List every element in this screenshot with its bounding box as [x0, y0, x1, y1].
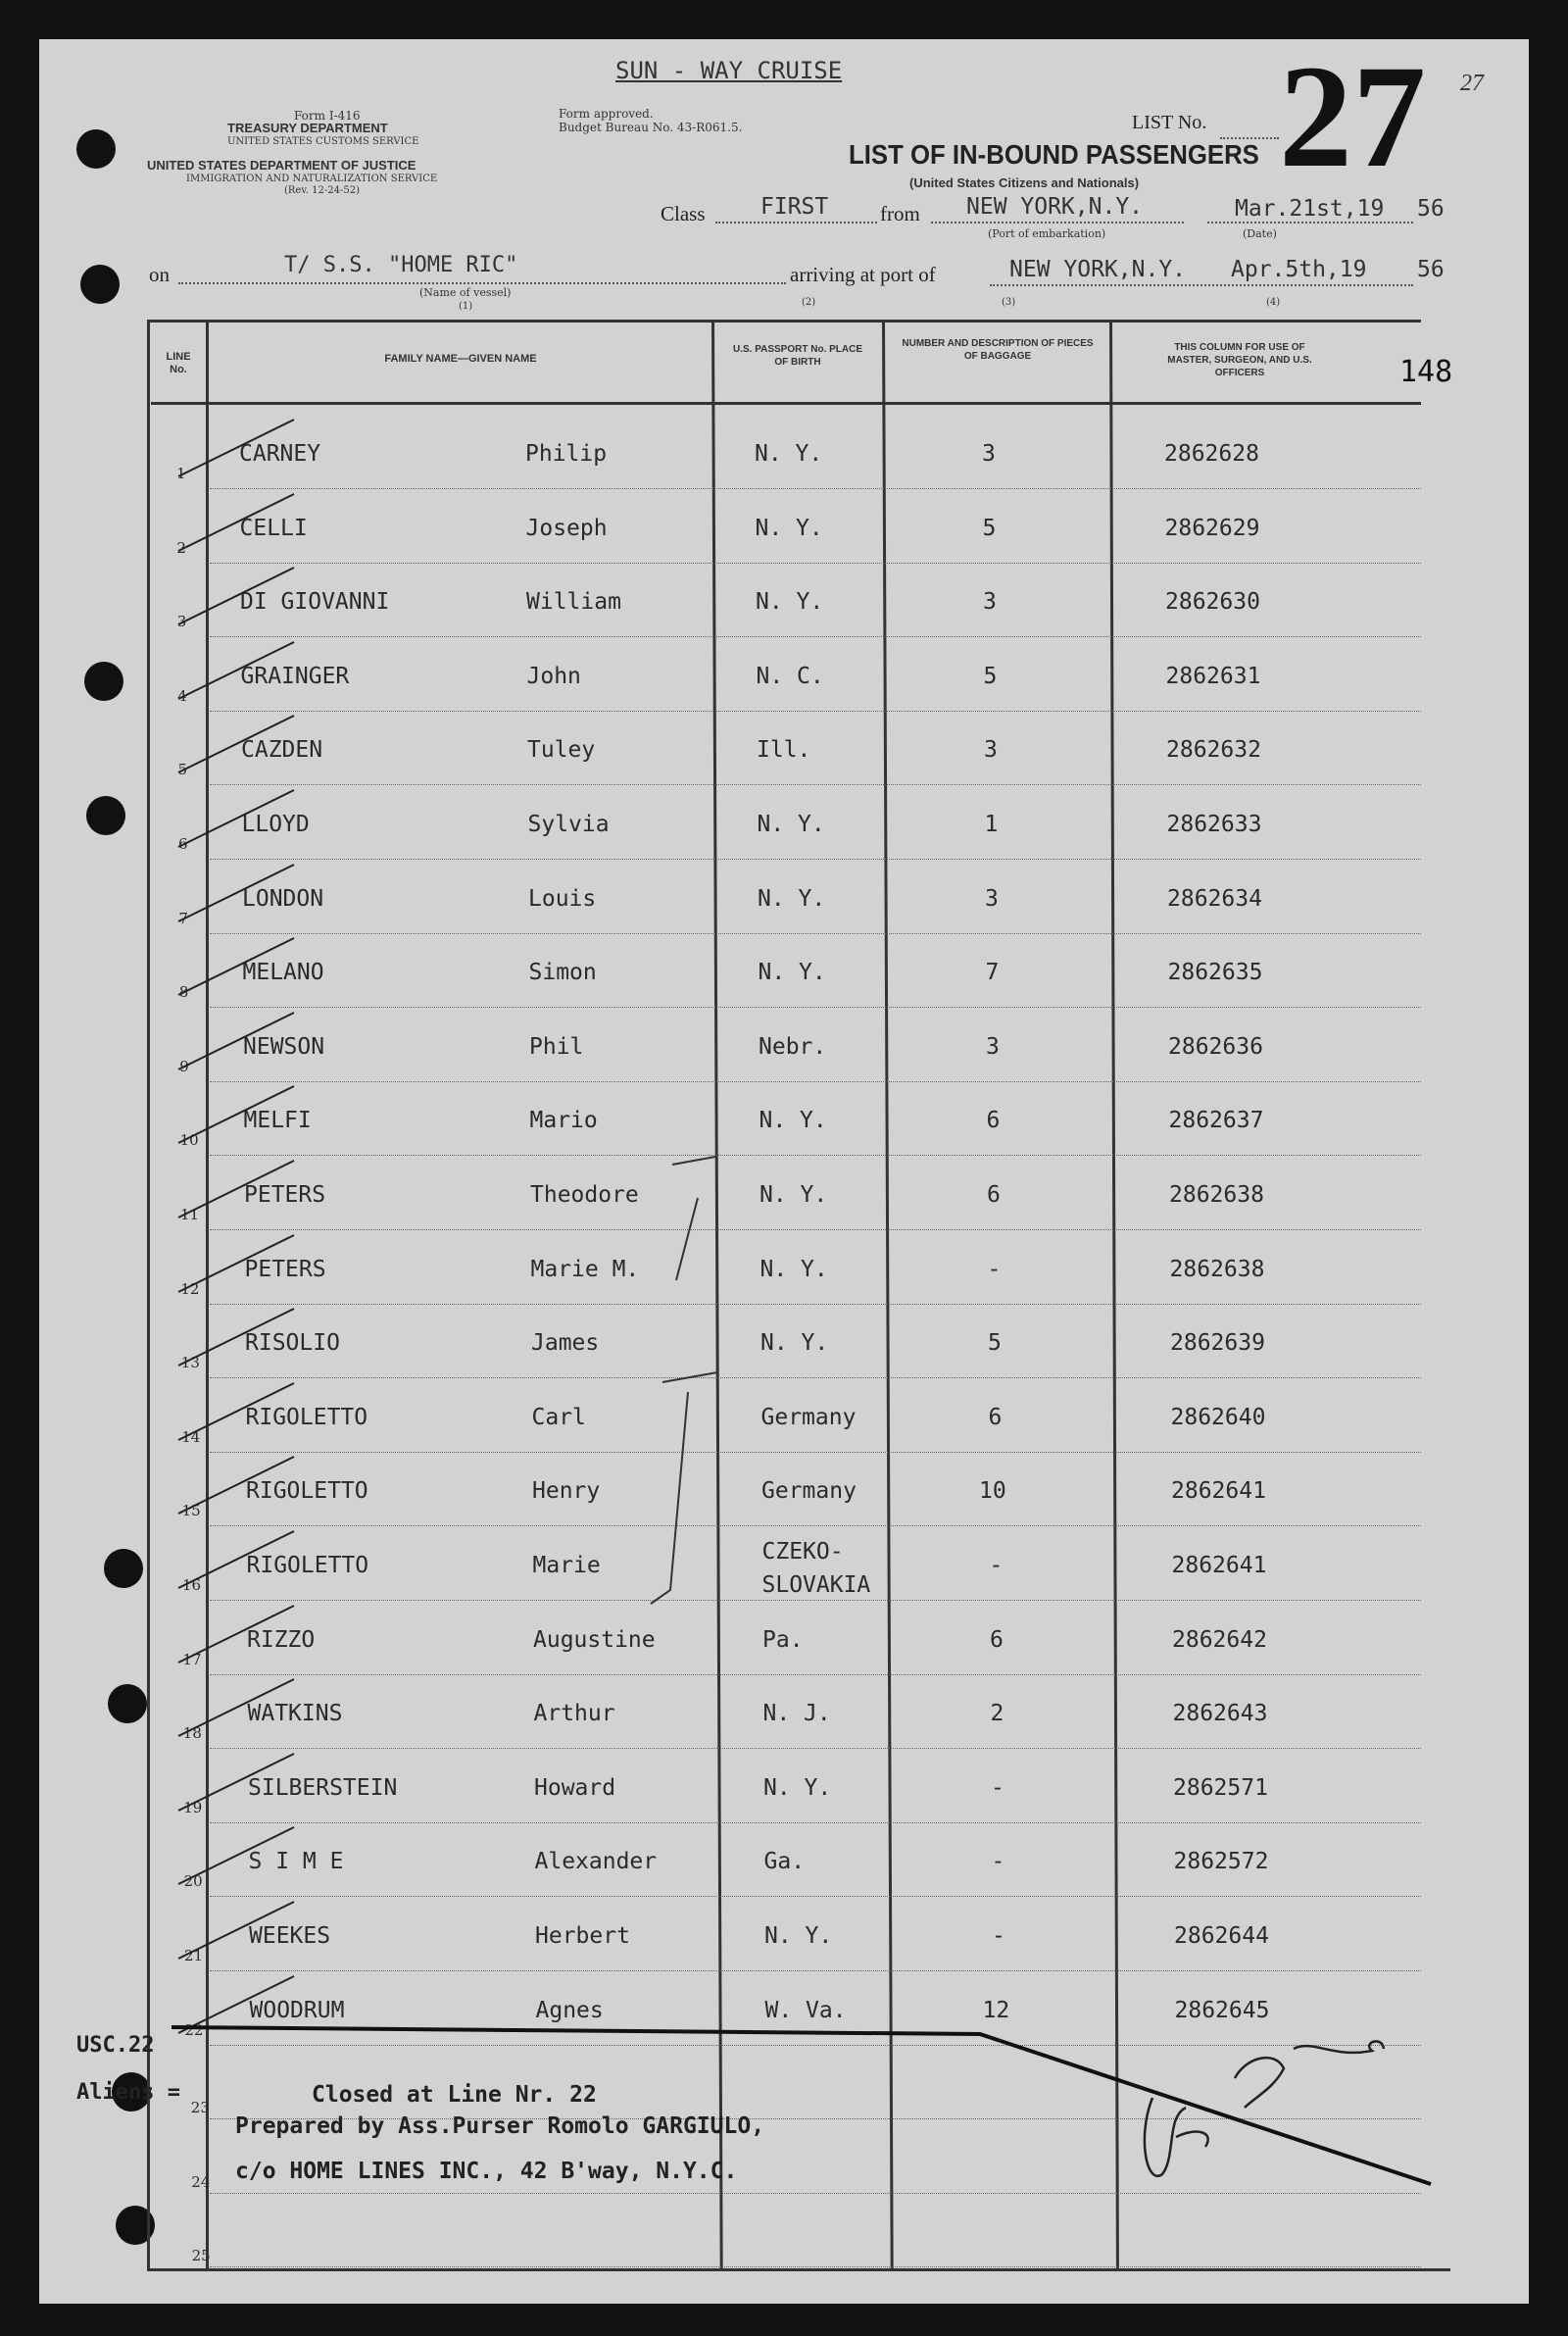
family-name: MELANO	[242, 960, 324, 985]
place-of-birth: N. C.	[756, 664, 824, 689]
baggage-count: 6	[986, 1108, 1001, 1133]
row-rule	[210, 636, 1421, 637]
given-name: Simon	[528, 960, 597, 985]
official-number: 2862633	[1166, 812, 1262, 837]
place-of-birth: N. Y.	[764, 1923, 833, 1949]
line-number: 8	[178, 983, 189, 1001]
given-name: James	[531, 1330, 600, 1356]
row-rule	[210, 1525, 1421, 1526]
empty-line-number: 25	[191, 2247, 211, 2264]
row-rule	[210, 1600, 1421, 1601]
family-name: MELFI	[243, 1108, 312, 1133]
given-name: Philip	[525, 441, 608, 467]
from-label: from	[880, 202, 920, 225]
column-marker-4: (4)	[1266, 297, 1281, 308]
place-of-birth: Pa.	[762, 1627, 804, 1653]
given-name: Marie	[532, 1553, 601, 1578]
official-number: 2862629	[1164, 516, 1260, 541]
closed-at-line: Closed at Line Nr. 22	[312, 2082, 597, 2108]
empty-line-number: 23	[190, 2099, 210, 2116]
place-of-birth: W. Va.	[764, 1998, 847, 2023]
row-rule	[210, 1229, 1421, 1230]
cruise-heading: SUN - WAY CRUISE	[615, 57, 843, 84]
form-number: Form I-416	[294, 109, 361, 123]
table-row	[0, 1013, 1568, 1087]
line-number: 10	[179, 1131, 199, 1149]
table-row	[0, 1679, 1568, 1754]
table-row	[0, 1606, 1568, 1680]
baggage-count: 5	[982, 516, 997, 541]
vessel-name-label: (Name of vessel)	[419, 286, 512, 299]
official-number: 2862636	[1168, 1034, 1263, 1060]
on-label: on	[149, 263, 170, 286]
department-of-justice: UNITED STATES DEPARTMENT OF JUSTICE	[147, 158, 416, 173]
date-label: (Date)	[1243, 227, 1277, 240]
column-marker-1: (1)	[459, 301, 473, 312]
page-corner-note: 27	[1460, 71, 1484, 96]
revision-date: (Rev. 12-24-52)	[284, 185, 361, 196]
table-row	[0, 1902, 1568, 1976]
family-name: LONDON	[242, 886, 324, 912]
table-row	[0, 865, 1568, 939]
aliens-count: Aliens =	[76, 2080, 180, 2105]
row-rule	[210, 1970, 1421, 1971]
given-name: Alexander	[534, 1849, 658, 1874]
column-header-official-use: THIS COLUMN FOR USE OF MASTER, SURGEON, AND U.S. OFFICERS	[1167, 342, 1312, 378]
line-number: 17	[182, 1651, 202, 1668]
table-row	[0, 1161, 1568, 1235]
official-number: 2862638	[1169, 1182, 1264, 1208]
family-name: DI GIOVANNI	[240, 589, 390, 615]
treasury-department: TREASURY DEPARTMENT	[227, 121, 388, 135]
family-name: CARNEY	[239, 441, 321, 467]
line-number: 5	[177, 761, 188, 778]
row-rule	[210, 1452, 1421, 1453]
table-row	[0, 1086, 1568, 1161]
page-number: 148	[1399, 355, 1453, 389]
given-name: John	[526, 664, 581, 689]
place-of-birth: N. Y.	[755, 516, 823, 541]
family-name: CELLI	[239, 516, 308, 541]
column-header-name: FAMILY NAME—GIVEN NAME	[384, 353, 537, 365]
table-row	[0, 1457, 1568, 1531]
table-row	[0, 1383, 1568, 1458]
baggage-count: 6	[988, 1405, 1003, 1430]
punch-hole	[80, 265, 120, 304]
official-number: 2862642	[1172, 1627, 1267, 1653]
line-number: 11	[180, 1206, 200, 1223]
table-row	[0, 1309, 1568, 1383]
list-number: 27	[1279, 35, 1426, 198]
column-header-line-number: LINE No.	[166, 351, 191, 375]
line-number: 16	[182, 1576, 202, 1594]
given-name: Henry	[532, 1478, 601, 1504]
given-name: Arthur	[533, 1701, 615, 1726]
line-number: 14	[181, 1428, 201, 1446]
official-number: 2862634	[1167, 886, 1262, 912]
arriving-label: arriving at port of	[790, 263, 936, 286]
table-row	[0, 1976, 1568, 2051]
family-name: RIZZO	[247, 1627, 316, 1653]
baggage-count: 6	[990, 1627, 1004, 1653]
empty-line-number: 24	[191, 2173, 211, 2191]
row-rule	[210, 711, 1421, 712]
line-number: 21	[184, 1947, 204, 1964]
table-row	[0, 1531, 1568, 1606]
vessel-name: T/ S.S. "HOME RIC"	[284, 253, 518, 277]
line-number: 13	[180, 1354, 200, 1371]
place-of-birth: N. J.	[762, 1701, 831, 1726]
official-number: 2862630	[1165, 589, 1260, 615]
arrival-year: 56	[1417, 257, 1445, 282]
line-number: 2	[176, 539, 186, 557]
place-of-birth: N. Y.	[758, 960, 826, 985]
baggage-count: 10	[979, 1478, 1006, 1504]
official-number: 2862571	[1173, 1775, 1268, 1801]
family-name: NEWSON	[243, 1034, 325, 1060]
line-number: 15	[181, 1502, 201, 1519]
vessel-underline	[178, 282, 786, 284]
baggage-count: 3	[983, 589, 997, 615]
table-bottom-border	[147, 2268, 1450, 2271]
place-of-birth: Germany	[761, 1478, 857, 1504]
baggage-count: -	[991, 1775, 1004, 1801]
baggage-count: -	[991, 1849, 1005, 1874]
table-row	[0, 1235, 1568, 1310]
given-name: Herbert	[535, 1923, 630, 1949]
row-rule	[210, 933, 1421, 934]
place-of-birth: Ga.	[763, 1849, 806, 1874]
family-name: RIGOLETTO	[246, 1553, 369, 1578]
row-rule	[210, 1155, 1421, 1156]
family-name: WEEKES	[249, 1923, 331, 1949]
line-number: 12	[180, 1280, 200, 1298]
official-number: 2862638	[1169, 1257, 1265, 1282]
official-number: 2862572	[1173, 1849, 1269, 1874]
given-name: William	[526, 589, 621, 615]
place-of-birth: N. Y.	[760, 1182, 828, 1208]
class-value: FIRST	[760, 194, 829, 220]
line-number: 9	[179, 1058, 189, 1075]
baggage-count: -	[992, 1923, 1005, 1949]
arrival-underline	[990, 284, 1413, 286]
line-number: 6	[178, 835, 188, 853]
given-name: Phil	[529, 1034, 584, 1060]
document-subtitle: (United States Citizens and Nationals)	[909, 175, 1140, 190]
given-name: Theodore	[530, 1182, 639, 1208]
usc-count: USC.22	[76, 2033, 155, 2058]
official-number: 2862639	[1170, 1330, 1265, 1356]
budget-bureau: Budget Bureau No. 43-R061.5.	[559, 121, 743, 134]
official-number: 2862641	[1171, 1478, 1266, 1504]
column-header-passport: U.S. PASSPORT No. PLACE OF BIRTH	[732, 344, 863, 368]
column-marker-3: (3)	[1002, 297, 1016, 308]
baggage-count: 5	[988, 1330, 1002, 1356]
official-number: 2862631	[1165, 664, 1261, 689]
immigration-service: IMMIGRATION AND NATURALIZATION SERVICE	[186, 174, 438, 184]
line-number: 1	[176, 465, 186, 482]
place-of-birth: N. Y.	[758, 886, 826, 912]
given-name: Howard	[534, 1775, 616, 1801]
row-rule	[210, 1007, 1421, 1008]
place-of-birth: N. Y.	[763, 1775, 832, 1801]
row-rule	[210, 1304, 1421, 1305]
baggage-count: 2	[990, 1701, 1004, 1726]
baggage-count: 3	[984, 737, 998, 763]
customs-service: UNITED STATES CUSTOMS SERVICE	[227, 136, 419, 147]
baggage-count: -	[987, 1257, 1002, 1282]
row-rule	[210, 1377, 1421, 1378]
place-of-birth: Ill.	[757, 737, 811, 763]
row-rule	[210, 1896, 1421, 1897]
line-number: 22	[184, 2021, 204, 2039]
arrival-date: Apr.5th,19	[1231, 257, 1367, 282]
departure-date: Mar.21st,19	[1235, 196, 1385, 222]
class-underline	[715, 222, 877, 224]
family-name: PETERS	[244, 1182, 326, 1208]
given-name: Joseph	[525, 516, 608, 541]
given-name: Tuley	[527, 737, 596, 763]
official-number: 2862632	[1166, 737, 1261, 763]
given-name: Agnes	[535, 1998, 604, 2023]
column-marker-2: (2)	[802, 297, 816, 308]
column-header-baggage: NUMBER AND DESCRIPTION OF PIECES OF BAGGAGE	[902, 338, 1094, 362]
table-row	[0, 938, 1568, 1013]
baggage-count: 5	[983, 664, 998, 689]
shipping-line-address: c/o HOME LINES INC., 42 B'way, N.Y.C.	[235, 2159, 738, 2184]
place-of-birth: CZEKO- SLOVAKIA	[761, 1539, 871, 1598]
row-rule	[210, 1748, 1421, 1749]
official-number: 2862644	[1174, 1923, 1269, 1949]
family-name: SILBERSTEIN	[248, 1775, 398, 1801]
family-name: RIGOLETTO	[245, 1405, 368, 1430]
place-of-birth: N. Y.	[755, 441, 823, 467]
table-row	[0, 642, 1568, 717]
family-name: GRAINGER	[240, 664, 350, 689]
given-name: Carl	[531, 1405, 586, 1430]
place-of-birth: N. Y.	[759, 1108, 827, 1133]
table-row	[0, 494, 1568, 569]
line-number: 4	[177, 687, 187, 705]
departure-year: 56	[1417, 196, 1445, 222]
line-number: 19	[183, 1799, 203, 1816]
embark-port-label: (Port of embarkation)	[988, 227, 1106, 240]
place-of-birth: N. Y.	[757, 812, 825, 837]
table-top-border	[147, 320, 1421, 323]
table-row	[0, 1754, 1568, 1828]
from-underline	[931, 222, 1184, 224]
baggage-count: -	[989, 1553, 1004, 1578]
official-number: 2862640	[1170, 1405, 1266, 1430]
row-rule	[210, 859, 1421, 860]
official-number: 2862628	[1164, 441, 1259, 467]
given-name: Louis	[528, 886, 597, 912]
row-rule	[210, 2266, 1421, 2267]
official-number: 2862645	[1174, 1998, 1270, 2023]
line-number: 7	[178, 910, 188, 927]
family-name: CAZDEN	[241, 737, 323, 763]
row-rule	[210, 1822, 1421, 1823]
table-row	[0, 568, 1568, 642]
line-number: 18	[182, 1724, 202, 1742]
official-number: 2862637	[1168, 1108, 1264, 1133]
given-name: Sylvia	[527, 812, 610, 837]
family-name: WATKINS	[247, 1701, 343, 1726]
baggage-count: 3	[985, 886, 999, 912]
family-name: WOODRUM	[249, 1998, 345, 2023]
form-approved: Form approved.	[559, 107, 654, 121]
line-number: 20	[183, 1872, 203, 1890]
baggage-count: 7	[985, 960, 1000, 985]
family-name: RISOLIO	[245, 1330, 340, 1356]
official-number: 2862643	[1172, 1701, 1268, 1726]
given-name: Mario	[529, 1108, 598, 1133]
place-of-birth: Germany	[760, 1405, 857, 1430]
baggage-count: 12	[982, 1998, 1010, 2023]
arrival-port: NEW YORK,N.Y.	[1009, 257, 1187, 282]
row-rule	[210, 1674, 1421, 1675]
document-title: LIST OF IN-BOUND PASSENGERS	[849, 139, 1259, 170]
date-underline	[1207, 222, 1413, 224]
row-rule	[210, 784, 1421, 785]
family-name: LLOYD	[241, 812, 310, 837]
place-of-birth: N. Y.	[760, 1257, 828, 1282]
baggage-count: 1	[984, 812, 999, 837]
list-number-label: LIST No.	[1132, 112, 1207, 133]
official-number: 2862635	[1167, 960, 1263, 985]
place-of-birth: N. Y.	[760, 1330, 829, 1356]
baggage-count: 3	[986, 1034, 1000, 1060]
table-row	[0, 420, 1568, 494]
embark-port: NEW YORK,N.Y.	[966, 194, 1144, 220]
row-rule	[210, 2045, 1421, 2046]
punch-hole	[76, 129, 116, 169]
table-row	[0, 790, 1568, 865]
row-rule	[210, 1081, 1421, 1082]
table-row	[0, 716, 1568, 790]
family-name: S I M E	[248, 1849, 344, 1874]
prepared-by: Prepared by Ass.Purser Romolo GARGIULO,	[235, 2113, 765, 2139]
baggage-count: 3	[982, 441, 996, 467]
row-rule	[210, 2193, 1421, 2194]
family-name: PETERS	[244, 1257, 326, 1282]
given-name: Augustine	[533, 1627, 656, 1653]
table-header-bottom	[151, 402, 1421, 405]
given-name: Marie M.	[530, 1257, 640, 1282]
baggage-count: 6	[987, 1182, 1001, 1208]
class-label: Class	[661, 202, 706, 225]
line-number: 3	[176, 613, 187, 630]
official-number: 2862641	[1171, 1553, 1267, 1578]
row-rule	[210, 488, 1421, 489]
family-name: RIGOLETTO	[246, 1478, 368, 1504]
table-row	[0, 1827, 1568, 1902]
row-rule	[210, 563, 1421, 564]
place-of-birth: N. Y.	[756, 589, 824, 615]
place-of-birth: Nebr.	[759, 1034, 827, 1060]
